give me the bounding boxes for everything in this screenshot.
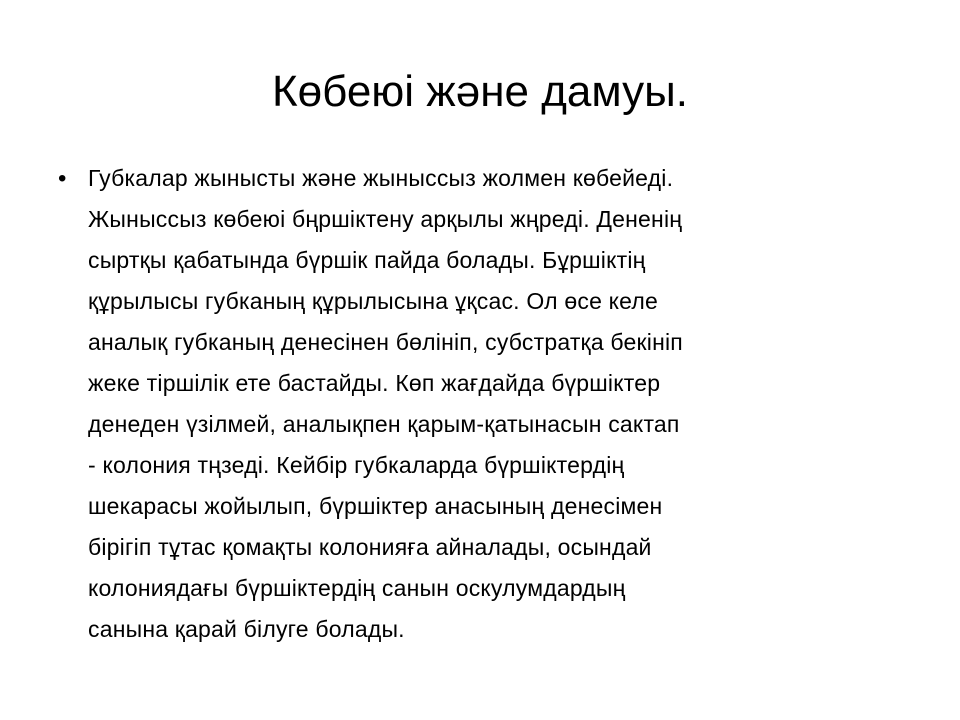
body-line-4: құрылысы губканың құрылысына ұқсас. Ол өсе келе xyxy=(88,288,659,314)
bullet-list xyxy=(52,158,912,650)
body-line-3: сыртқы қабатында бүршік пайда болады. Бұршіктің xyxy=(88,247,646,273)
body-line-10: бірігіп тұтас қомақты колонияға айналады, осындай xyxy=(88,534,652,560)
body-line-6: жеке тіршілік ете бастайды. Көп жағдайда бүршіктер xyxy=(88,370,661,396)
body-line-7: денеден үзілмей, аналықпен қарым-қатынасын сактап xyxy=(88,411,680,437)
bullet-item xyxy=(52,158,912,650)
body-line-5: аналық губканың денесінен бөлініп, субстратқа бекініп xyxy=(88,329,683,355)
body-line-1: Губкалар жынысты және жыныссыз жолмен көбейеді. xyxy=(88,165,674,191)
bullet-text xyxy=(88,158,912,650)
body-line-8: - колония тңзеді. Кейбір губкаларда бүршіктердің xyxy=(88,452,625,478)
bullet-dot-icon: • xyxy=(58,165,67,192)
body-line-12: санына қарай білуге болады. xyxy=(88,616,405,642)
body-line-9: шекарасы жойылып, бүршіктер анасының денесімен xyxy=(88,493,663,519)
slide-title: Көбеюі және дамуы. xyxy=(272,67,688,116)
body-line-2: Жыныссыз көбеюі бңршіктену арқылы жңреді. Дененің xyxy=(88,206,683,232)
body-line-11: колониядағы бүршіктердің санын оскулумдардың xyxy=(88,575,626,601)
